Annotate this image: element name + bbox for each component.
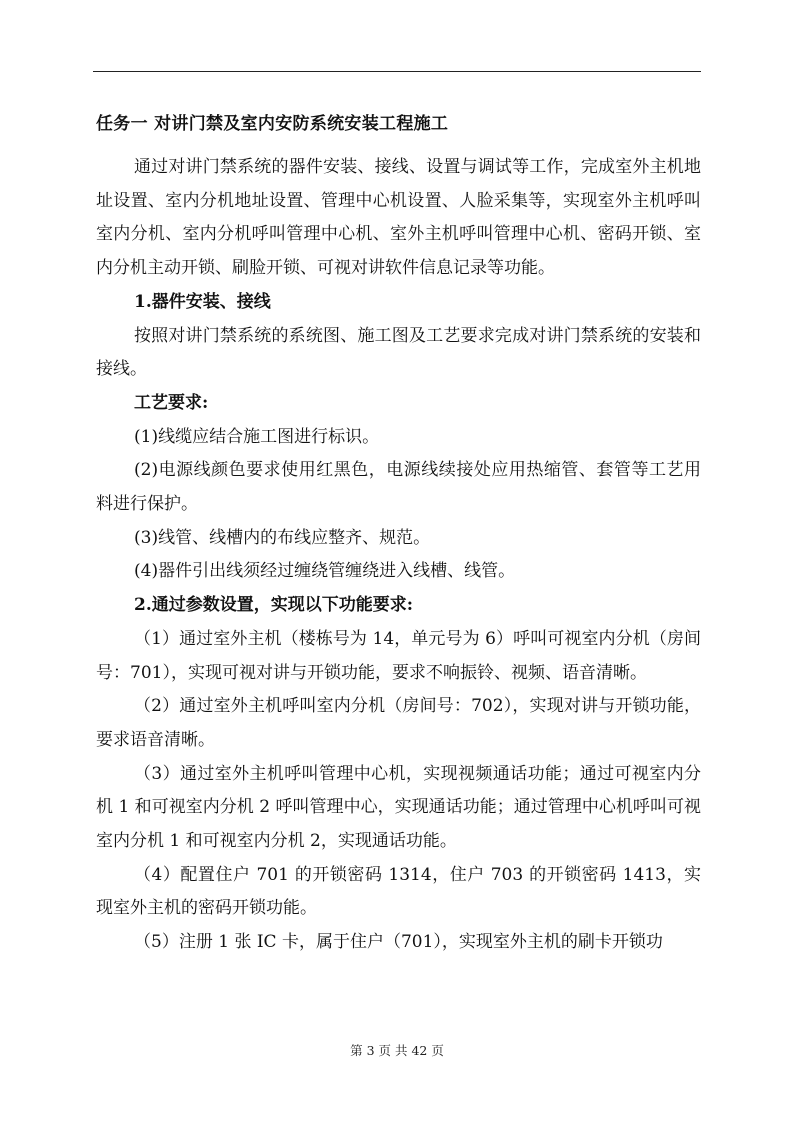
body-paragraph: （5）注册 1 张 IC 卡，属于住户（701），实现室外主机的刷卡开锁功 — [134, 932, 663, 953]
body-paragraph: (4)器件引出线须经过缠绕管缠绕进入线槽、线管。 — [134, 561, 516, 582]
page-footer: 第 3 页 共 42 页 — [350, 1043, 444, 1058]
body-paragraph: (3)线管、线槽内的布线应整齐、规范。 — [134, 527, 431, 548]
body-paragraph: （4）配置住户 701 的开锁密码 1314，住户 703 的开锁密码 1413，实现室外主机的密码开锁功能。 — [96, 864, 701, 919]
body-paragraph: 通过对讲门禁系统的器件安装、接线、设置与调试等工作，完成室外主机地址设置、室内分机地址设置、管理中心机设置、人脸采集等，实现室外主机呼叫室内分机、室内分机呼叫管理中心机、室外主机呼叫管理中心机、密码开锁、室内分机主动开锁、刷脸开锁、可视对讲软件信息记录等功能。 — [96, 157, 701, 279]
body-paragraph: 按照对讲门禁系统的系统图、施工图及工艺要求完成对讲门禁系统的安装和接线。 — [96, 325, 701, 380]
body-paragraph: （2）通过室外主机呼叫室内分机（房间号：702），实现对讲与开锁功能，要求语音清晰。 — [96, 696, 701, 750]
section-heading: 2.通过参数设置，实现以下功能要求: — [134, 595, 414, 616]
paragraph-list — [96, 151, 701, 960]
header-rule — [93, 71, 701, 72]
document-body — [96, 105, 701, 960]
section-heading: 1.器件安装、接线 — [134, 291, 271, 312]
body-paragraph: (2)电源线颜色要求使用红黑色，电源线续接处应用热缩管、套管等工艺用料进行保护。 — [96, 460, 701, 515]
body-paragraph: （1）通过室外主机（楼栋号为 14，单元号为 6）呼叫可视室内分机（房间号：701），实现可视对讲与开锁功能，要求不响振铃、视频、语音清晰。 — [96, 628, 701, 683]
page-title: 任务一 对讲门禁及室内安防系统安装工程施工 — [96, 114, 449, 134]
body-paragraph: （3）通过室外主机呼叫管理中心机，实现视频通话功能；通过可视室内分机 1 和可视室内分机 2 呼叫管理中心，实现通话功能；通过管理中心机呼叫可视室内分机 1 和可视室内分机 2，实现通话功能。 — [96, 763, 701, 852]
body-paragraph: (1)线缆应结合施工图进行标识。 — [134, 426, 380, 447]
section-heading: 工艺要求: — [134, 392, 209, 413]
